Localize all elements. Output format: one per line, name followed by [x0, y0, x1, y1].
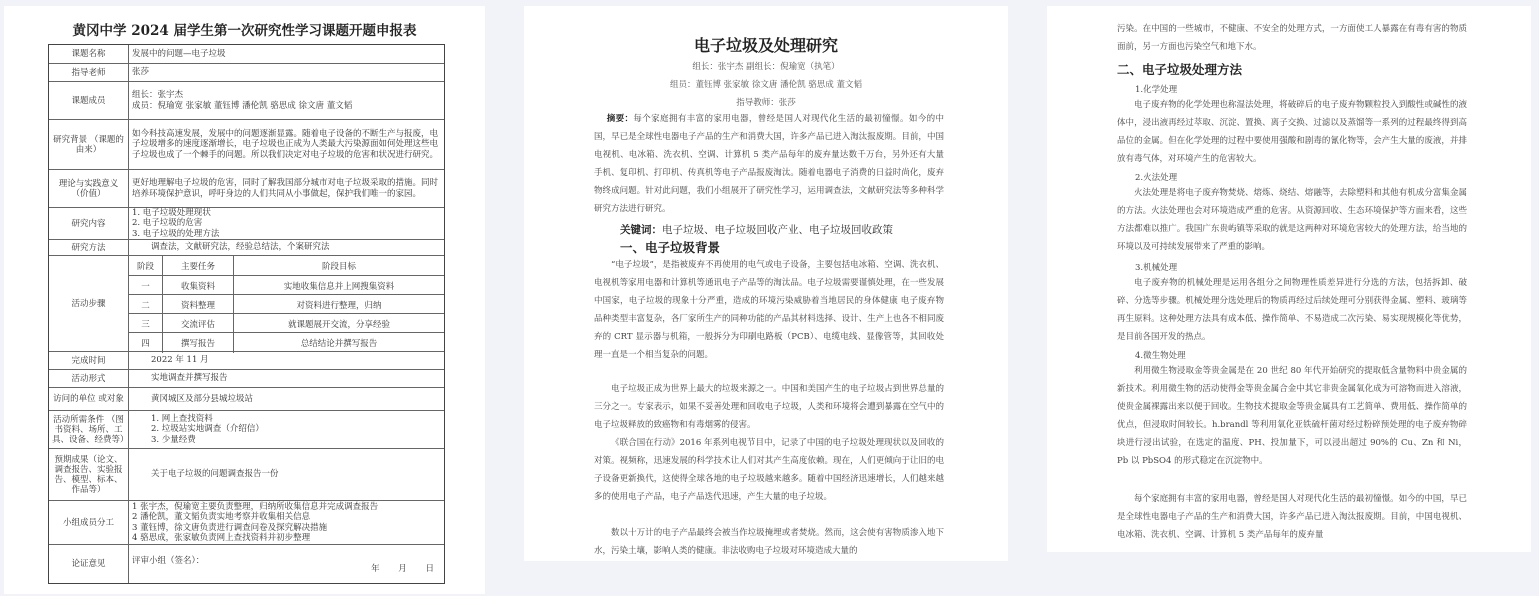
application-form-table: [48, 44, 445, 584]
steps-cell-goal: 就课题展开交流，分享经验: [287, 319, 390, 330]
method-4-title: 4.微生物处理: [1135, 351, 1186, 361]
article-page-1: [524, 6, 1008, 561]
row-label: 研究背景 （课题的由来）: [49, 120, 129, 169]
steps-cell-task: 交流评估: [163, 314, 234, 333]
row-value: 黄冈城区及部分县城垃圾站: [151, 393, 254, 404]
steps-cell-goal: 阶段目标: [321, 261, 356, 272]
method-1-title: 1.化学处理: [1135, 85, 1178, 95]
steps-row: [129, 332, 444, 353]
steps-table: [129, 256, 444, 351]
row-label: 活动步骤: [49, 256, 129, 351]
row-value: 2022 年 11 月: [151, 355, 209, 366]
steps-cell-stage: 阶段: [129, 256, 163, 275]
keywords-line: [620, 222, 893, 237]
row-label: 论证意见: [49, 545, 129, 583]
form-row-steps: [49, 255, 444, 351]
form-row-conditions: [49, 410, 444, 448]
row-value: 张莎: [132, 67, 150, 78]
form-row-content: [49, 207, 444, 239]
row-label: 完成时间: [49, 352, 129, 369]
article-members: 组员：董钰博 张家敏 徐文唐 潘伦凯 骆思成 董文韬: [669, 80, 862, 90]
row-label: 活动所需条件 （图书资料、场所、工具、设备、经费等）: [49, 411, 129, 448]
form-row-outcome: [49, 448, 444, 500]
row-label: 小组成员分工: [49, 501, 129, 544]
background-paragraph-3: 《联合国在行动》2016 年系列电视节目中，记录了中国的电子垃圾处理现状以及回收的对策。视频称，迅速发展的科学技术让人们对其产生高度依赖。现在，人们更倾向于让旧的电子设备更新换代，这使得全球各地的电子垃圾越来越多。随着中国经济迅速增长，人们越来越多的使用电子产品，电子产品迭代迅速，产生大量的电子垃圾。: [594, 438, 944, 502]
form-row-background: [49, 119, 444, 169]
article-leaders: 组长：张宇杰 副组长：倪瑜宽（执笔）: [692, 62, 840, 72]
method-1-text: 电子废弃物的化学处理也称湿法处理，将破碎后的电子废弃物颗粒投入到酸性或碱性的液体中，浸出液再经过萃取、沉淀、置换、离子交换、过滤以及蒸馏等一系列的过程最终得到高品位的金属。但在化学处理的过程中要使用强酸和剧毒的氰化物等，会产生大量的废液，并排放有毒气体，对环境产生的危害较大。: [1117, 100, 1467, 164]
steps-cell-stage: 一: [129, 276, 163, 295]
steps-cell-goal: 实地收集信息并上网搜集资料: [283, 281, 395, 292]
steps-cell-task: 资料整理: [163, 295, 234, 314]
steps-cell-task: 主要任务: [163, 256, 234, 275]
row-label: 研究方法: [49, 240, 129, 255]
steps-cell-goal: 总结结论并撰写报告: [300, 339, 378, 349]
method-4-text: 利用微生物浸取金等贵金属是在 20 世纪 80 年代开始研究的提取低含量物料中贵金属的新技术。利用微生物的活动使得金等贵金属合金中其它非贵金属氧化成为可溶物而进入溶液，使贵金属裸露出来以便于回收。生物技术提取金等贵金属具有工艺简单、费用低、操作简单的优点，但浸取时间较长。h.brandl 等利用氧化亚铁硫杆菌对经过粉碎预处理的电子废弃物碎块进行浸出试验，在选定的温度、PH、投加量下，可以浸出超过 90%的 Cu、Zn 和 Ni，Pb 以 PbSO4 的形式稳定在沉淀物中。: [1117, 366, 1467, 466]
row-value: 1 张宇杰，倪瑜宽主要负责整理，归纳所收集信息并完成调查报告 2 潘伦凯，董文韬负责实地考察并收集相关信息 3 董钰博，徐文唐负责进行调查问卷及探究解决措施 4 骆思成，张家敏负责网上查找资料并初步整理: [132, 501, 379, 543]
keywords-text: 电子垃圾、电子垃圾回收产业、电子垃圾回收政策: [662, 224, 893, 236]
method-3-text: 电子废弃物的机械处理是运用各组分之间物理性质差异进行分选的方法，包括拆卸、破碎、分选等步骤。机械处理分选处理后的物质再经过后续处理可分别获得金属、塑料、玻璃等再生原料。这种处理方法具有成本低、操作简单、不易造成二次污染、易实现规模化等优势，是目前各国开发的热点。: [1117, 278, 1467, 342]
continued-paragraph: 污染。在中国的一些城市，不健康、不安全的处理方式，一方面使工人暴露在有毒有害的物质面前，另一方面也污染空气和地下水。: [1117, 24, 1467, 52]
method-2-text: 火法处理是将电子废弃物焚烧、熔炼、烧结、熔融等，去除塑料和其他有机成分富集金属的方法。火法处理也会对环境造成严重的危害。从资源回收、生态环境保护等方面来看，这些方法都难以推广。我国广东贵屿镇等采取的就是这两种对环境危害较大的处理方法，给当地的环境以及可持续发展带来了严重的影响。: [1117, 188, 1467, 252]
steps-cell-stage: 三: [129, 314, 163, 333]
row-value: 调查法，文献研究法，经验总结法，个案研究法: [151, 242, 330, 253]
form-row-review: [49, 544, 444, 583]
form-row-completion: [49, 351, 444, 369]
steps-cell-goal: 对资料进行整理，归纳: [296, 300, 382, 311]
form-page: [4, 6, 485, 594]
row-label: 课题成员: [49, 82, 129, 119]
steps-cell-task: 收集资料: [163, 276, 234, 295]
article-page-2: [1047, 6, 1531, 552]
method-3-title: 3.机械处理: [1135, 263, 1178, 273]
row-label: 预期成果（论文、调查报告、实验报告、模型、标本、作品等）: [49, 449, 129, 500]
review-sign-label: 评审小组（签名）：: [132, 556, 205, 566]
row-label: 访问的单位 或对象: [49, 388, 129, 410]
row-label: 指导老师: [49, 64, 129, 81]
form-row-advisor: [49, 63, 444, 81]
steps-row: [129, 294, 444, 314]
row-value: 1. 电子垃圾处理现状 2. 电子垃圾的危害 3. 电子垃圾的处理方法: [132, 207, 220, 239]
row-value: 如今科技高速发展，发展中的问题逐渐显露。随着电子设备的不断生产与报废，电子垃圾增多的速度逐渐增长，电子垃圾也正成为人类最大污染源面如何处理这些电子垃圾也成了一个棘手的问题。所以我们决定对电子垃圾的危害和状况进行研究。: [132, 128, 439, 160]
row-label: 理论与实践意义 （价值）: [49, 170, 129, 207]
form-row-members: [49, 81, 444, 119]
form-row-division: [49, 500, 444, 544]
section-heading-methods: 二、电子垃圾处理方法: [1117, 62, 1243, 77]
background-paragraph-4: 数以十万计的电子产品最终会被当作垃圾掩埋或者焚烧。然而，这会使有害物质渗入地下水，污染土壤，影响人类的健康。非法收购电子垃圾对环境造成大量的: [594, 528, 944, 556]
abstract-label: 摘要：: [606, 114, 634, 124]
row-value: 实地调查并撰写报告: [151, 373, 228, 384]
method-2-title: 2.火法处理: [1135, 173, 1178, 183]
form-row-significance: [49, 169, 444, 207]
row-value: 关于电子垃圾的问题调查报告一份: [151, 469, 279, 480]
form-title: 黄冈中学 2024 届学生第一次研究性学习课题开题申报表: [72, 23, 417, 39]
review-date: 年 月 日: [371, 564, 434, 574]
steps-header-row: [129, 256, 444, 275]
abstract-paragraph: [594, 110, 944, 218]
row-value: 1. 网上查找资料 2. 垃圾站实地调查（介绍信） 3. 少量经费: [151, 413, 264, 445]
article-advisor: 指导教师：张莎: [736, 98, 796, 108]
row-label: 课题名称: [49, 45, 129, 63]
article-title: 电子垃圾及处理研究: [693, 36, 838, 55]
steps-cell-stage: 二: [129, 295, 163, 314]
steps-row: [129, 275, 444, 295]
form-row-visit: [49, 387, 444, 410]
row-value: 发展中的问题—电子垃圾: [132, 48, 226, 59]
form-row-method: [49, 239, 444, 255]
background-paragraph-2: 电子垃圾正成为世界上最大的垃圾来源之一。中国和美国产生的电子垃圾占到世界总量的三分之一。专家表示，如果不妥善处理和回收电子垃圾，人类和环境将会遭到暴露在空气中的电子垃圾释放的致癌物和有毒烟雾的侵害。: [594, 384, 944, 430]
form-row-format: [49, 369, 444, 387]
row-label: 研究内容: [49, 208, 129, 239]
steps-row: [129, 313, 444, 333]
background-paragraph-1: “电子垃圾”，是指被废弃不再使用的电气或电子设备，主要包括电冰箱、空调、洗衣机、电视机等家用电器和计算机等通讯电子产品等的淘汰品。电子垃圾需要谨慎处理，在一些发展中国家，电子垃圾的现象十分严重，造成的环境污染威胁着当地居民的身体健康 电子废弃物品种类型丰富复杂，各厂家所生产的同种功能的产品其材料选择、设计、生产上也各不相同废弃的 CRT 显示器与机箱，一般拆分为印刷电路板（PCB）、电缆电线、显像管等，其回收处理一直是一个相当复杂的问题。: [594, 260, 944, 360]
row-value: 组长：张宇杰 成员：倪瑜宽 张家敏 董钰博 潘伦凯 骆思成 徐文唐 董文韬: [132, 90, 353, 111]
closing-paragraph: 每个家庭拥有丰富的家用电器，曾经是国人对现代化生活的最初憧憬。如今的中国，早已是全球性电器电子产品的生产和消费大国，许多产品已进入淘汰报废期。目前，中国电视机、电冰箱、洗衣机、空调、计算机 5 类产品每年的废弃量: [1117, 494, 1467, 540]
row-label: 活动形式: [49, 370, 129, 387]
steps-cell-stage: 四: [129, 333, 163, 353]
keywords-label: 关键词：: [620, 224, 662, 236]
form-row-topic: [49, 45, 444, 63]
section-heading-background: 一、电子垃圾背景: [620, 240, 721, 255]
abstract-text: 每个家庭拥有丰富的家用电器，曾经是国人对现代化生活的最初憧憬。如今的中国，早已是全球性电器电子产品的生产和消费大国，许多产品已进入淘汰报废期。目前，中国电视机、电冰箱、洗衣机、空调、计算机 5 类产品每年的废弃量达数千万台，另外还有大量手机、复印机、打印机、传真机等电子产品报废淘汰。随着电器电子消费的日益时尚化，废弃物终成问题。针对此问题，我们小组展开了研究性学习，运用调查法，文献研究法等多种科学研究方法进行研究。: [594, 114, 944, 214]
steps-cell-task: 撰写报告: [163, 333, 234, 353]
row-value: 更好地理解电子垃圾的危害，同时了解我国部分城市对电子垃圾采取的措施。同时培养环境保护意识，呼吁身边的人们共同从小事做起，保护我们唯一的家园。: [132, 178, 439, 199]
